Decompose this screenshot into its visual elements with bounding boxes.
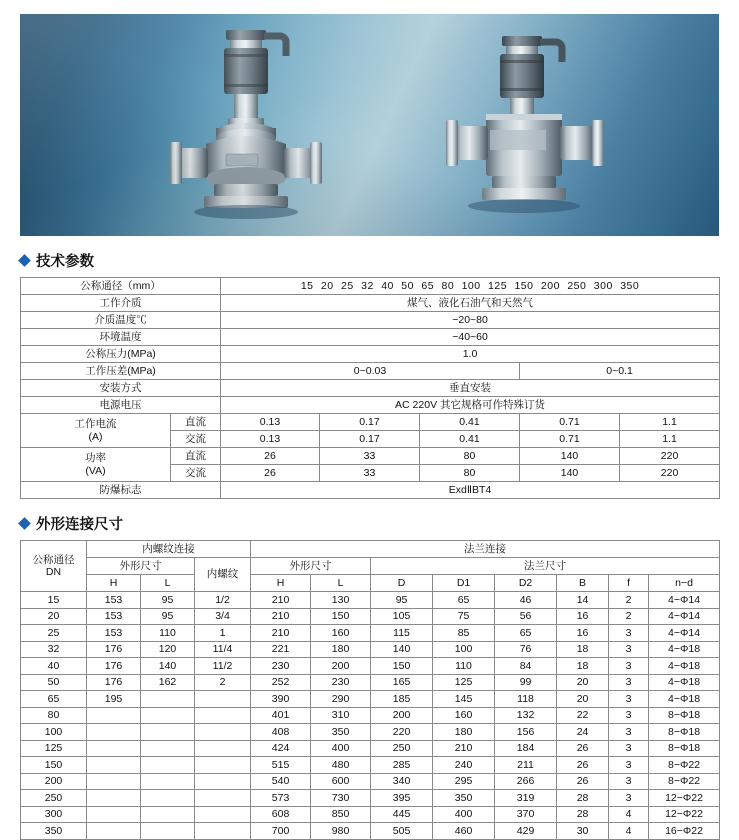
cell-h1 [87, 757, 141, 774]
dn-header [21, 541, 87, 592]
cell-h2: 210 [251, 592, 311, 609]
cell-nd: 4−Φ18 [649, 641, 720, 658]
table-row [21, 757, 720, 774]
cell-h2: 408 [251, 724, 311, 741]
cell-b: 30 [557, 823, 609, 840]
col-header-f: f [609, 575, 649, 592]
table-row [21, 724, 720, 741]
cell-f: 3 [609, 790, 649, 807]
cell-l2: 130 [311, 592, 371, 609]
cell-b: 16 [557, 625, 609, 642]
cell-g [195, 790, 251, 807]
current-ac-3: 0.71 [520, 431, 620, 448]
cell-h1 [87, 724, 141, 741]
cell-l2: 730 [311, 790, 371, 807]
cell-dn: 15 [21, 592, 87, 609]
col-header-d1: D1 [433, 575, 495, 592]
cell-b: 16 [557, 608, 609, 625]
table-row [21, 773, 720, 790]
cell-l2: 160 [311, 625, 371, 642]
cell-g: 3/4 [195, 608, 251, 625]
nominal-pressure-value: 1.0 [221, 346, 720, 363]
section-heading-dim [20, 513, 739, 534]
cell-l2: 150 [311, 608, 371, 625]
power-supply-label: 电源电压 [21, 397, 221, 414]
cell-b: 28 [557, 790, 609, 807]
cell-dn: 65 [21, 691, 87, 708]
cell-h1 [87, 823, 141, 840]
cell-l1: 95 [141, 608, 195, 625]
section-heading-dim-label: 外形连接尺寸 [36, 517, 123, 533]
cell-b: 24 [557, 724, 609, 741]
cell-l2: 850 [311, 806, 371, 823]
working-dp-value-left: 0~0.03 [221, 363, 520, 380]
cell-f: 3 [609, 674, 649, 691]
wattage-label-line1: 功率 [85, 452, 106, 465]
cell-h2: 424 [251, 740, 311, 757]
explosion-proof-value: ExdⅡBT4 [221, 482, 720, 499]
current-ac-0: 0.13 [221, 431, 320, 448]
table-row [21, 448, 720, 465]
col-header-b: B [557, 575, 609, 592]
cell-dn: 40 [21, 658, 87, 675]
table-row [21, 312, 720, 329]
current-ac-label: 交流 [171, 431, 221, 448]
cell-h2: 540 [251, 773, 311, 790]
table-header-row [21, 558, 720, 575]
valve-image-left [168, 28, 328, 220]
cell-h2: 573 [251, 790, 311, 807]
table-row [21, 674, 720, 691]
watt-ac-1: 33 [320, 465, 420, 482]
flange-group-header: 法兰连接 [251, 541, 720, 558]
cell-d: 505 [371, 823, 433, 840]
watt-ac-0: 26 [221, 465, 320, 482]
table-row [21, 295, 720, 312]
cell-h1: 153 [87, 608, 141, 625]
cell-h1 [87, 740, 141, 757]
cell-h2: 401 [251, 707, 311, 724]
cell-b: 28 [557, 806, 609, 823]
cell-nd: 16−Φ22 [649, 823, 720, 840]
section-heading-tech-label: 技术参数 [36, 254, 94, 270]
cell-nd: 4−Φ14 [649, 625, 720, 642]
col-header-d2: D2 [495, 575, 557, 592]
dn-values: 15 20 25 32 40 50 65 80 100 125 150 200 250 300 350 [221, 278, 720, 295]
cell-l2: 350 [311, 724, 371, 741]
current-dc-label: 直流 [171, 414, 221, 431]
cell-l1: 95 [141, 592, 195, 609]
cell-h1: 176 [87, 658, 141, 675]
cell-l2: 180 [311, 641, 371, 658]
cell-h2: 252 [251, 674, 311, 691]
cell-dn: 300 [21, 806, 87, 823]
cell-d: 220 [371, 724, 433, 741]
cell-d: 250 [371, 740, 433, 757]
cell-d: 150 [371, 658, 433, 675]
cell-g [195, 806, 251, 823]
cell-l1 [141, 757, 195, 774]
cell-l2: 230 [311, 674, 371, 691]
cell-d: 140 [371, 641, 433, 658]
table-row [21, 625, 720, 642]
cell-f: 3 [609, 641, 649, 658]
wattage-label [21, 448, 171, 482]
cell-nd: 8−Φ18 [649, 740, 720, 757]
cell-dn: 150 [21, 757, 87, 774]
cell-d2: 99 [495, 674, 557, 691]
watt-ac-label: 交流 [171, 465, 221, 482]
cell-g: 11/4 [195, 641, 251, 658]
cell-g [195, 823, 251, 840]
cell-dn: 25 [21, 625, 87, 642]
table-row [21, 691, 720, 708]
cell-d2: 76 [495, 641, 557, 658]
cell-f: 3 [609, 724, 649, 741]
cell-d1: 210 [433, 740, 495, 757]
cell-l1 [141, 740, 195, 757]
thread-outline-header: 外形尺寸 [87, 558, 195, 575]
current-ac-1: 0.17 [320, 431, 420, 448]
cell-d: 105 [371, 608, 433, 625]
cell-d: 95 [371, 592, 433, 609]
table-row [21, 397, 720, 414]
current-ac-4: 1.1 [620, 431, 720, 448]
cell-nd: 4−Φ14 [649, 608, 720, 625]
cell-g [195, 724, 251, 741]
cell-f: 3 [609, 658, 649, 675]
cell-nd: 12−Φ22 [649, 806, 720, 823]
current-dc-1: 0.17 [320, 414, 420, 431]
install-value: 垂直安装 [221, 380, 720, 397]
cell-l1 [141, 806, 195, 823]
cell-l1 [141, 707, 195, 724]
wattage-label-line2: (VA) [85, 464, 106, 477]
cell-d1: 100 [433, 641, 495, 658]
cell-d1: 145 [433, 691, 495, 708]
cell-d1: 110 [433, 658, 495, 675]
watt-dc-label: 直流 [171, 448, 221, 465]
working-current-label-line2: (A) [88, 430, 103, 443]
table-row [21, 414, 720, 431]
cell-dn: 32 [21, 641, 87, 658]
current-dc-3: 0.71 [520, 414, 620, 431]
table-row [21, 592, 720, 609]
diamond-bullet-icon [18, 254, 31, 267]
watt-dc-1: 33 [320, 448, 420, 465]
product-photo [20, 14, 719, 236]
cell-d2: 84 [495, 658, 557, 675]
cell-dn: 125 [21, 740, 87, 757]
cell-d: 165 [371, 674, 433, 691]
cell-d2: 118 [495, 691, 557, 708]
col-header-h2: H [251, 575, 311, 592]
medium-temp-label: 介质温度℃ [21, 312, 221, 329]
cell-l2: 200 [311, 658, 371, 675]
table-row [21, 278, 720, 295]
ambient-temp-label: 环境温度 [21, 329, 221, 346]
cell-g: 1 [195, 625, 251, 642]
cell-d: 340 [371, 773, 433, 790]
working-dp-label: 工作压差(MPa) [21, 363, 221, 380]
medium-label: 工作介质 [21, 295, 221, 312]
cell-nd: 8−Φ22 [649, 757, 720, 774]
table-row [21, 707, 720, 724]
col-header-d: D [371, 575, 433, 592]
cell-d1: 350 [433, 790, 495, 807]
cell-f: 2 [609, 592, 649, 609]
power-supply-value: AC 220V 其它规格可作特殊订货 [221, 397, 720, 414]
cell-h1 [87, 773, 141, 790]
table-row [21, 790, 720, 807]
col-header-l1: L [141, 575, 195, 592]
cell-d2: 319 [495, 790, 557, 807]
cell-nd: 8−Φ18 [649, 707, 720, 724]
cell-nd: 4−Φ18 [649, 674, 720, 691]
cell-nd: 4−Φ14 [649, 592, 720, 609]
dn-label: 公称通径（mm） [21, 278, 221, 295]
cell-d2: 132 [495, 707, 557, 724]
cell-l2: 600 [311, 773, 371, 790]
cell-b: 14 [557, 592, 609, 609]
cell-d: 445 [371, 806, 433, 823]
medium-value: 煤气、液化石油气和天然气 [221, 295, 720, 312]
product-spec-page [0, 14, 739, 840]
table-row [21, 363, 720, 380]
cell-b: 26 [557, 757, 609, 774]
cell-d: 115 [371, 625, 433, 642]
cell-g: 11/2 [195, 658, 251, 675]
table-row [21, 806, 720, 823]
cell-d1: 160 [433, 707, 495, 724]
table-row [21, 482, 720, 499]
cell-nd: 4−Φ18 [649, 658, 720, 675]
explosion-proof-label: 防爆标志 [21, 482, 221, 499]
cell-g [195, 707, 251, 724]
tech-parameters-table [20, 277, 720, 499]
cell-d2: 56 [495, 608, 557, 625]
ambient-temp-value: −40~60 [221, 329, 720, 346]
inner-thread-header: 内螺纹 [195, 558, 251, 592]
watt-dc-4: 220 [620, 448, 720, 465]
cell-b: 18 [557, 658, 609, 675]
cell-l1 [141, 790, 195, 807]
cell-l2: 480 [311, 757, 371, 774]
cell-f: 4 [609, 806, 649, 823]
cell-h2: 221 [251, 641, 311, 658]
cell-g [195, 773, 251, 790]
table-row [21, 823, 720, 840]
cell-l1: 140 [141, 658, 195, 675]
current-dc-2: 0.41 [420, 414, 520, 431]
cell-f: 3 [609, 740, 649, 757]
cell-h1: 153 [87, 592, 141, 609]
cell-l1 [141, 823, 195, 840]
cell-d: 200 [371, 707, 433, 724]
col-header-h1: H [87, 575, 141, 592]
table-row [21, 608, 720, 625]
cell-d: 185 [371, 691, 433, 708]
cell-l1: 162 [141, 674, 195, 691]
install-label: 安装方式 [21, 380, 221, 397]
cell-nd: 8−Φ18 [649, 724, 720, 741]
cell-l1: 120 [141, 641, 195, 658]
cell-l2: 400 [311, 740, 371, 757]
valve-image-right [440, 34, 610, 220]
col-header-nd: n−d [649, 575, 720, 592]
cell-h1: 176 [87, 674, 141, 691]
watt-ac-2: 80 [420, 465, 520, 482]
watt-dc-0: 26 [221, 448, 320, 465]
watt-ac-4: 220 [620, 465, 720, 482]
table-header-row [21, 541, 720, 558]
cell-f: 2 [609, 608, 649, 625]
cell-h2: 608 [251, 806, 311, 823]
cell-f: 3 [609, 773, 649, 790]
cell-g: 2 [195, 674, 251, 691]
dn-header-line1: 公称通径 [32, 553, 75, 566]
cell-d2: 266 [495, 773, 557, 790]
cell-h2: 700 [251, 823, 311, 840]
cell-h1: 176 [87, 641, 141, 658]
diamond-bullet-icon [18, 517, 31, 530]
cell-dn: 20 [21, 608, 87, 625]
cell-d2: 429 [495, 823, 557, 840]
cell-h2: 515 [251, 757, 311, 774]
cell-f: 3 [609, 757, 649, 774]
cell-g [195, 691, 251, 708]
cell-l1 [141, 773, 195, 790]
cell-h2: 230 [251, 658, 311, 675]
section-heading-tech [20, 250, 739, 271]
cell-dn: 200 [21, 773, 87, 790]
current-ac-2: 0.41 [420, 431, 520, 448]
dimensions-table [20, 540, 720, 840]
cell-l1: 110 [141, 625, 195, 642]
cell-g [195, 740, 251, 757]
cell-d1: 125 [433, 674, 495, 691]
cell-f: 4 [609, 823, 649, 840]
watt-dc-3: 140 [520, 448, 620, 465]
flange-outline-header: 外形尺寸 [251, 558, 371, 575]
nominal-pressure-label: 公称压力(MPa) [21, 346, 221, 363]
cell-d: 395 [371, 790, 433, 807]
cell-d: 285 [371, 757, 433, 774]
table-row [21, 740, 720, 757]
cell-d1: 180 [433, 724, 495, 741]
cell-d1: 460 [433, 823, 495, 840]
cell-h1: 153 [87, 625, 141, 642]
cell-f: 3 [609, 625, 649, 642]
flange-size-header: 法兰尺寸 [371, 558, 720, 575]
table-row [21, 658, 720, 675]
cell-d2: 65 [495, 625, 557, 642]
table-header-row [21, 575, 720, 592]
cell-d2: 156 [495, 724, 557, 741]
cell-dn: 80 [21, 707, 87, 724]
cell-b: 18 [557, 641, 609, 658]
cell-dn: 350 [21, 823, 87, 840]
cell-d2: 46 [495, 592, 557, 609]
cell-dn: 50 [21, 674, 87, 691]
cell-g: 1/2 [195, 592, 251, 609]
dn-header-line2: DN [45, 566, 62, 578]
medium-temp-value: −20~80 [221, 312, 720, 329]
cell-h2: 210 [251, 608, 311, 625]
watt-ac-3: 140 [520, 465, 620, 482]
cell-d1: 240 [433, 757, 495, 774]
working-current-label [21, 414, 171, 448]
cell-d1: 85 [433, 625, 495, 642]
working-dp-value-right: 0~0.1 [520, 363, 720, 380]
cell-nd: 12−Φ22 [649, 790, 720, 807]
thread-group-header: 内螺纹连接 [87, 541, 251, 558]
table-row [21, 380, 720, 397]
cell-h2: 210 [251, 625, 311, 642]
cell-h1 [87, 806, 141, 823]
cell-d1: 75 [433, 608, 495, 625]
cell-d2: 184 [495, 740, 557, 757]
cell-nd: 4−Φ18 [649, 691, 720, 708]
cell-b: 26 [557, 773, 609, 790]
cell-dn: 250 [21, 790, 87, 807]
cell-l2: 290 [311, 691, 371, 708]
cell-f: 3 [609, 707, 649, 724]
working-current-label-line1: 工作电流 [74, 418, 117, 431]
cell-l2: 310 [311, 707, 371, 724]
cell-h2: 390 [251, 691, 311, 708]
current-dc-4: 1.1 [620, 414, 720, 431]
cell-l1 [141, 724, 195, 741]
cell-d2: 211 [495, 757, 557, 774]
cell-b: 22 [557, 707, 609, 724]
cell-f: 3 [609, 691, 649, 708]
cell-b: 20 [557, 691, 609, 708]
watt-dc-2: 80 [420, 448, 520, 465]
cell-h1: 195 [87, 691, 141, 708]
cell-nd: 8−Φ22 [649, 773, 720, 790]
table-row [21, 641, 720, 658]
cell-dn: 100 [21, 724, 87, 741]
col-header-l2: L [311, 575, 371, 592]
cell-d2: 370 [495, 806, 557, 823]
cell-d1: 65 [433, 592, 495, 609]
cell-b: 20 [557, 674, 609, 691]
cell-h1 [87, 790, 141, 807]
table-row [21, 329, 720, 346]
current-dc-0: 0.13 [221, 414, 320, 431]
cell-l1 [141, 691, 195, 708]
table-row [21, 346, 720, 363]
cell-g [195, 757, 251, 774]
cell-d1: 295 [433, 773, 495, 790]
cell-b: 26 [557, 740, 609, 757]
cell-h1 [87, 707, 141, 724]
cell-d1: 400 [433, 806, 495, 823]
cell-l2: 980 [311, 823, 371, 840]
